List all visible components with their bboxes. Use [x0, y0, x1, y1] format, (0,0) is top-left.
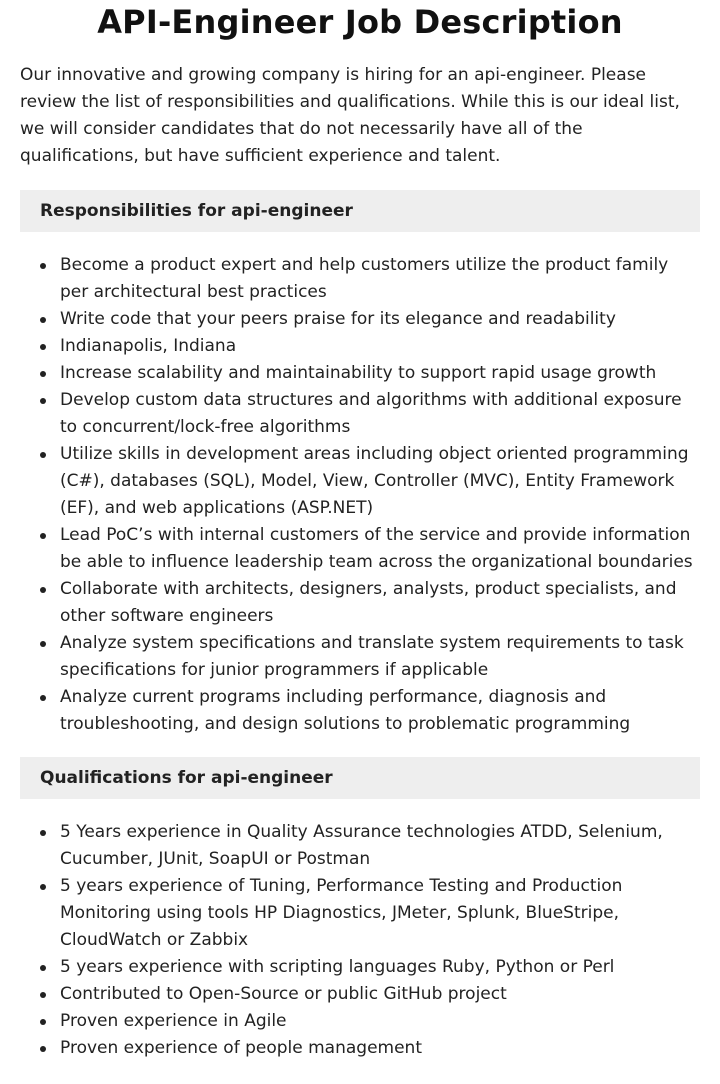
responsibility-item: [60, 522, 700, 576]
bullet-dot-icon: [40, 641, 46, 647]
qualification-text: 5 years experience of Tuning, Performance Testing and Production Monitoring using tools HP Diagnostics, JMeter, Splunk, BlueStripe, CloudWatch or Zabbix: [60, 876, 623, 950]
intro-paragraph: Our innovative and growing company is hiring for an api-engineer. Please review the list of responsibilities and qualifications. While this is our ideal list, we will consider candidates that do not necessarily have all of the qualifications, but have sufficient experience and talent.: [20, 65, 680, 166]
responsibilities-list: [20, 252, 700, 738]
bullet-dot-icon: [40, 452, 46, 458]
responsibility-item: [60, 387, 700, 441]
qualification-text: 5 years experience with scripting languages Ruby, Python or Perl: [60, 957, 615, 977]
qualifications-list: [20, 819, 700, 1062]
qualification-text: Proven experience of people management: [60, 1038, 422, 1058]
responsibility-text: Indianapolis, Indiana: [60, 336, 237, 356]
qualification-item: [60, 873, 700, 954]
qualification-item: [60, 819, 700, 873]
bullet-dot-icon: [40, 263, 46, 269]
bullet-dot-icon: [40, 587, 46, 593]
bullet-dot-icon: [40, 1046, 46, 1052]
qualification-item: [60, 1008, 700, 1035]
bullet-dot-icon: [40, 398, 46, 404]
responsibility-text: Become a product expert and help customers utilize the product family per architectural best practices: [60, 255, 669, 302]
responsibility-text: Analyze current programs including performance, diagnosis and troubleshooting, and design solutions to problematic programming: [60, 687, 631, 734]
bullet-dot-icon: [40, 965, 46, 971]
bullet-dot-icon: [40, 344, 46, 350]
qualification-text: Proven experience in Agile: [60, 1011, 287, 1031]
responsibility-item: [60, 306, 700, 333]
responsibility-item: [60, 360, 700, 387]
bullet-dot-icon: [40, 317, 46, 323]
responsibility-item: [60, 630, 700, 684]
bullet-dot-icon: [40, 884, 46, 890]
responsibility-item: [60, 333, 700, 360]
bullet-dot-icon: [40, 695, 46, 701]
responsibility-item: [60, 441, 700, 522]
responsibility-text: Utilize skills in development areas including object oriented programming (C#), databases (SQL), Model, View, Controller (MVC), Entity Framework (EF), and web applications (ASP.NET): [60, 444, 689, 518]
bullet-dot-icon: [40, 830, 46, 836]
qualification-item: [60, 1035, 700, 1062]
qualification-item: [60, 981, 700, 1008]
bullet-dot-icon: [40, 992, 46, 998]
responsibility-item: [60, 576, 700, 630]
page-title: API-Engineer Job Description: [97, 3, 623, 41]
responsibilities-heading: Responsibilities for api-engineer: [20, 190, 700, 232]
responsibility-text: Lead PoC’s with internal customers of the service and provide information be able to influence leadership team across the organizational boundaries: [60, 525, 693, 572]
bullet-dot-icon: [40, 1019, 46, 1025]
responsibility-text: Analyze system specifications and translate system requirements to task specifications for junior programmers if applicable: [60, 633, 684, 680]
qualification-item: [60, 954, 700, 981]
responsibility-item: [60, 252, 700, 306]
responsibility-text: Develop custom data structures and algorithms with additional exposure to concurrent/lock-free algorithms: [60, 390, 682, 437]
responsibility-text: Write code that your peers praise for its elegance and readability: [60, 309, 616, 329]
qualifications-heading: Qualifications for api-engineer: [20, 757, 700, 799]
qualification-text: 5 Years experience in Quality Assurance technologies ATDD, Selenium, Cucumber, JUnit, SoapUI or Postman: [60, 822, 663, 869]
responsibility-text: Collaborate with architects, designers, analysts, product specialists, and other software engineers: [60, 579, 677, 626]
bullet-dot-icon: [40, 371, 46, 377]
bullet-dot-icon: [40, 533, 46, 539]
responsibility-item: [60, 684, 700, 738]
responsibility-text: Increase scalability and maintainability to support rapid usage growth: [60, 363, 657, 383]
qualification-text: Contributed to Open-Source or public GitHub project: [60, 984, 507, 1004]
